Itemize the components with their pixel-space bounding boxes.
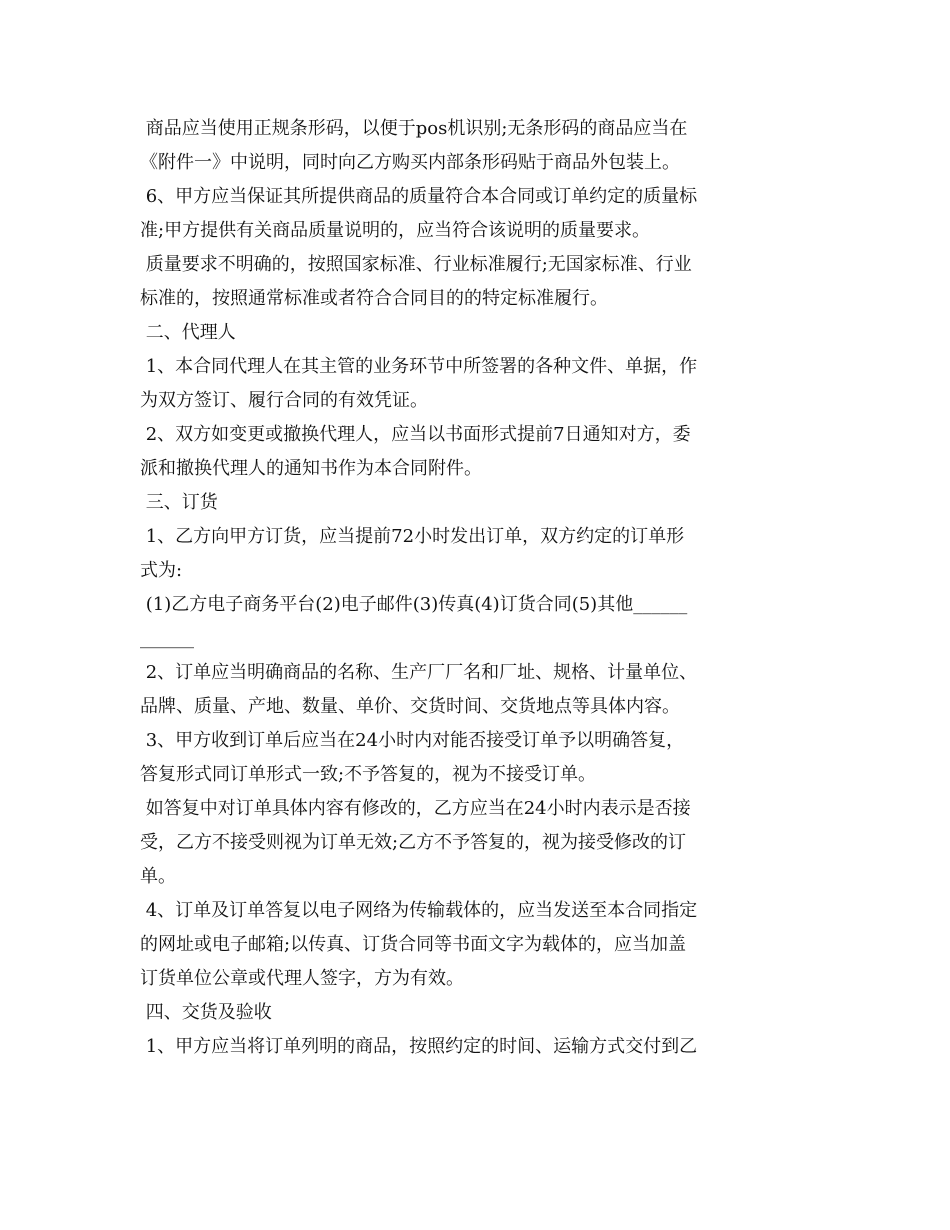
section-heading: 四、交货及验收 (140, 1002, 272, 1023)
text-line: 如答复中对订单具体内容有修改的，乙方应当在24小时内表示是否接 (140, 798, 691, 819)
text-line: 品牌、质量、产地、数量、单价、交货时间、交货地点等具体内容。 (140, 696, 680, 717)
text-line: 标准的，按照通常标准或者符合合同目的的特定标准履行。 (140, 288, 608, 309)
text-line: 准;甲方提供有关商品质量说明的，应当符合该说明的质量要求。 (140, 220, 651, 241)
text-line: 4、订单及订单答复以电子网络为传输载体的，应当发送至本合同指定 (140, 900, 698, 921)
text-line: 派和撤换代理人的通知书作为本合同附件。 (140, 458, 482, 479)
text-line: (1)乙方电子商务平台(2)电子邮件(3)传真(4)订货合同(5)其他______ (140, 594, 688, 615)
text-line: 2、双方如变更或撤换代理人，应当以书面形式提前7日通知对方，委 (140, 424, 691, 445)
section-heading: 三、订货 (140, 492, 218, 513)
document-body (140, 112, 820, 1064)
text-line: 受，乙方不接受则视为订单无效;乙方不予答复的，视为接受修改的订 (140, 832, 687, 853)
section-heading: 二、代理人 (140, 322, 236, 343)
text-line: 1、甲方应当将订单列明的商品，按照约定的时间、运输方式交付到乙 (140, 1036, 698, 1057)
text-line: 式为: (140, 560, 183, 581)
text-line: 商品应当使用正规条形码，以便于pos机识别;无条形码的商品应当在 (140, 118, 688, 139)
text-line: 1、本合同代理人在其主管的业务环节中所签署的各种文件、单据，作 (140, 356, 698, 377)
text-line: 订货单位公章或代理人签字，方为有效。 (140, 968, 464, 989)
text-line: 单。 (140, 866, 176, 887)
text-line: 6、甲方应当保证其所提供商品的质量符合本合同或订单约定的质量标 (140, 186, 698, 207)
text-line: 1、乙方向甲方订货，应当提前72小时发出订单，双方约定的订单形 (140, 526, 685, 547)
text-line: 3、甲方收到订单后应当在24小时内对能否接受订单予以明确答复， (140, 730, 685, 751)
text-line: 答复形式同订单形式一致;不予答复的，视为不接受订单。 (140, 764, 597, 785)
text-line: ______ (140, 628, 194, 649)
text-line: 质量要求不明确的，按照国家标准、行业标准履行;无国家标准、行业 (140, 254, 692, 275)
text-line: 的网址或电子邮箱;以传真、订货合同等书面文字为载体的，应当加盖 (140, 934, 687, 955)
text-line: 《附件一》中说明，同时向乙方购买内部条形码贴于商品外包装上。 (140, 152, 680, 173)
text-line: 2、订单应当明确商品的名称、生产厂厂名和厂址、规格、计量单位、 (140, 662, 698, 683)
text-line: 为双方签订、履行合同的有效凭证。 (140, 390, 428, 411)
